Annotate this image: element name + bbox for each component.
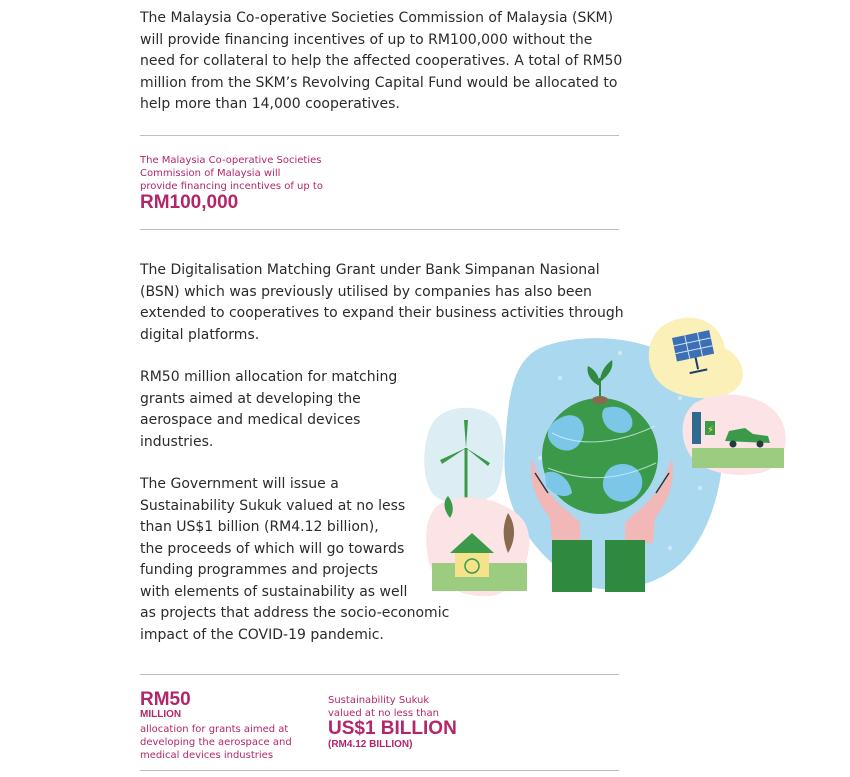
highlight-line: medical devices industries [140, 750, 274, 761]
paragraph-sukuk [140, 474, 449, 646]
highlight-line: provide financing incentives of up to [140, 181, 323, 192]
highlight-line: Commission of Malaysia will [140, 168, 281, 179]
paragraph-skm [140, 8, 622, 116]
highlight-unit: MILLION [140, 709, 182, 720]
highlight-line: developing the aerospace and [140, 737, 292, 748]
paragraph-line: (BSN) which was previously utilised by companies has also been [140, 283, 592, 300]
paragraph-line: million from the SKM’s Revolving Capital Fund would be allocated to [140, 74, 618, 91]
globe-icon [542, 398, 658, 514]
green-house-icon [426, 496, 529, 596]
highlight-line: Sustainability Sukuk [328, 695, 430, 706]
highlight-sub: (RM4.12 BILLION) [328, 739, 413, 750]
paragraph-line: Sustainability Sukuk valued at no less [140, 497, 406, 514]
highlight-text [140, 154, 323, 193]
highlight-figure: RM100,000 [140, 192, 239, 213]
divider [140, 229, 619, 230]
paragraph-line: aerospace and medical devices [140, 412, 361, 428]
paragraph-line: digital platforms. [140, 326, 260, 343]
sustainability-illustration [420, 308, 790, 608]
electric-car-icon [683, 395, 786, 475]
paragraph-line: than US$1 billion (RM4.12 billion), [140, 519, 379, 535]
paragraph-line: help more than 14,000 cooperatives. [140, 96, 400, 112]
svg-text:⚡: ⚡ [707, 425, 715, 436]
divider [140, 770, 619, 771]
divider [140, 674, 619, 675]
paragraph-line: industries. [140, 433, 214, 450]
paragraph-line: as projects that address the socio-economic [140, 605, 450, 621]
highlight-text [328, 694, 439, 720]
highlight-line: allocation for grants aimed at [140, 724, 289, 735]
paragraph-line: The Malaysia Co-operative Societies Commission of Malaysia (SKM) [140, 10, 614, 26]
highlight-figure: RM50 [140, 689, 191, 710]
highlight-line: The Malaysia Co-operative Societies [140, 155, 322, 166]
highlight-text [140, 723, 292, 762]
paragraph-line: impact of the COVID-19 pandemic. [140, 626, 384, 643]
paragraph-line: need for collateral to help the affected cooperatives. A total of RM50 [140, 53, 623, 69]
paragraph-line: grants aimed at developing the [140, 390, 361, 407]
divider [140, 135, 619, 136]
paragraph-line: The Government will issue a [140, 476, 339, 492]
paragraph-line: funding programmes and projects [140, 562, 379, 578]
highlight-line: valued at no less than [328, 708, 439, 719]
paragraph-grants [140, 367, 397, 453]
paragraph-line: with elements of sustainability as well [140, 583, 408, 600]
paragraph-line: extended to cooperatives to expand their business activities through [140, 305, 624, 321]
paragraph-line: will provide financing incentives of up to RM100,000 without the [140, 31, 593, 48]
wind-turbine-icon [424, 408, 503, 504]
paragraph-line: The Digitalisation Matching Grant under Bank Simpanan Nasional [140, 262, 600, 278]
highlight-figure: US$1 BILLION [328, 718, 457, 739]
paragraph-line: RM50 million allocation for matching [140, 369, 398, 385]
paragraph-line: the proceeds of which will go towards [140, 540, 405, 557]
